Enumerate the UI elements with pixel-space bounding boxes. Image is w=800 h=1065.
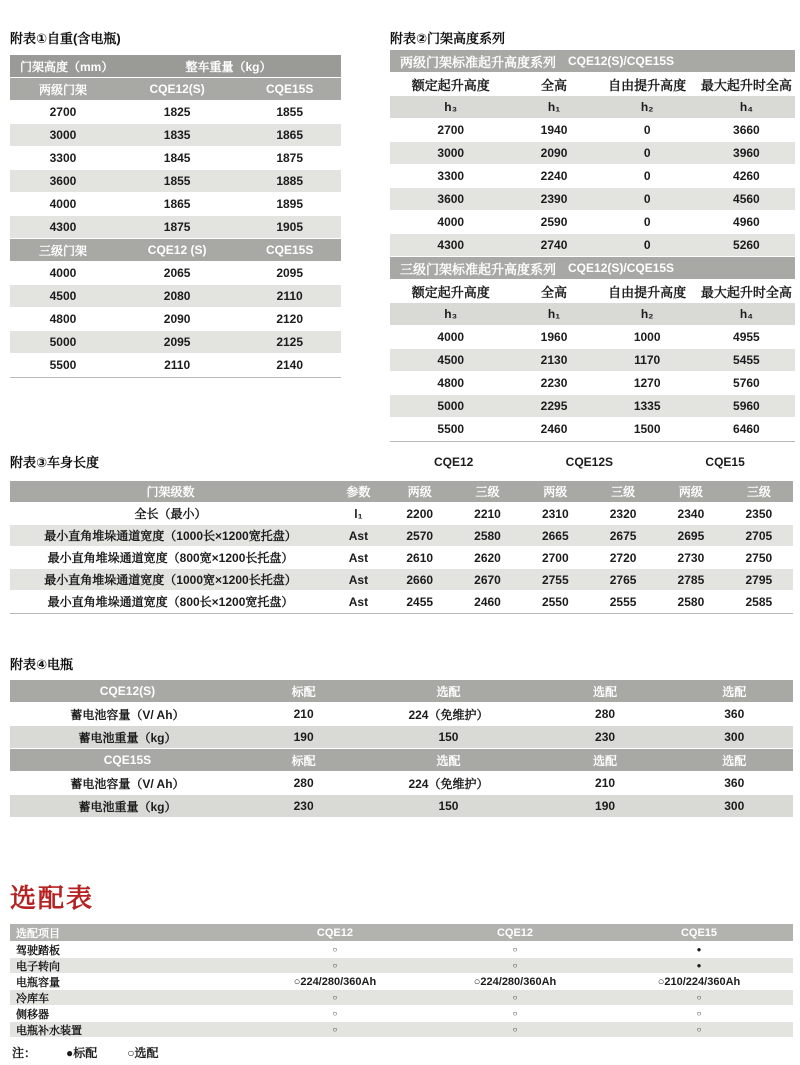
table-cell: ○	[696, 1025, 702, 1034]
table-cell: 2240	[540, 169, 568, 183]
table-cell: 2570	[406, 528, 434, 543]
table-cell: 5455	[733, 353, 760, 367]
table-row	[390, 326, 795, 348]
table-cell: 2090	[163, 312, 191, 326]
table-cell: 2210	[474, 506, 501, 521]
table-cell: 选配	[436, 684, 461, 699]
table-cell: 全长（最小）	[134, 507, 207, 521]
table-cell: 2095	[276, 266, 304, 280]
table-row	[10, 124, 341, 146]
table-cell: 1865	[163, 197, 191, 211]
table-cell: 5500	[437, 422, 465, 436]
table2-title: 附表②门架高度系列	[390, 31, 506, 46]
table-row	[10, 285, 341, 307]
table-cell: 1960	[540, 330, 568, 344]
options-title: 选配表	[10, 883, 95, 913]
table-cell: 2110	[164, 358, 191, 372]
table-cell: 2090	[540, 146, 568, 160]
table-row	[10, 942, 793, 957]
table-row	[390, 257, 795, 279]
table4	[10, 680, 793, 817]
table-cell: 两级门架标准起升高度系列	[400, 54, 557, 70]
table-cell: 1875	[163, 220, 191, 234]
table-cell: 1000	[633, 330, 661, 344]
table-cell: 280	[293, 776, 314, 790]
table-cell: 2795	[745, 572, 773, 587]
table-cell: 1845	[163, 151, 191, 165]
table-cell: 300	[724, 799, 745, 813]
table-cell: 2620	[474, 550, 501, 565]
table3-header-sub: 两级	[407, 485, 432, 499]
table1-header-mast-height: 门架高度（mm）	[20, 59, 114, 74]
table-cell: 电子转向	[16, 960, 60, 973]
table-cell: 2705	[745, 528, 773, 543]
table-cell: 190	[293, 730, 314, 744]
table-cell: 2455	[406, 594, 434, 609]
table-cell: ○	[696, 1009, 702, 1018]
table-row	[10, 569, 793, 590]
table-cell: 全高	[541, 77, 568, 93]
table3-header-sub: 两级	[678, 485, 703, 499]
table-cell: 5000	[437, 399, 465, 413]
table-cell: 选配	[593, 753, 618, 768]
table3-section	[10, 452, 793, 614]
table-row	[10, 703, 793, 725]
table-row	[390, 96, 795, 118]
table-cell: 标配	[291, 753, 316, 768]
table2-section	[390, 28, 795, 442]
options-section	[10, 878, 793, 1061]
note-optional-legend: ○选配	[127, 1046, 159, 1060]
table-cell: ○210/224/360Ah	[657, 975, 741, 988]
table-cell: h₁	[547, 100, 561, 114]
table-cell: 驾驶踏板	[16, 944, 60, 957]
table-cell: 4560	[733, 192, 760, 206]
table-cell: h₃	[444, 307, 458, 321]
table-cell: 1865	[276, 128, 304, 142]
options-body	[10, 942, 793, 1037]
table-row	[10, 354, 341, 376]
table3-body	[10, 503, 793, 612]
table-cell: 2555	[609, 594, 637, 609]
table3-title: 附表③车身长度	[10, 455, 100, 470]
table-row	[10, 1022, 793, 1037]
table-cell: 1335	[633, 399, 661, 413]
table-cell: 1940	[540, 123, 568, 137]
table1	[10, 55, 341, 378]
table-cell: l₁	[354, 506, 363, 521]
table-cell: 1825	[163, 105, 191, 119]
table-row	[390, 50, 795, 72]
table3-model-cqe12: CQE12	[433, 454, 474, 469]
table-cell: CQE12(S)	[99, 684, 156, 698]
table-cell: CQE12(S)/CQE15S	[568, 54, 675, 68]
table-cell: 210	[595, 776, 616, 790]
table1-header-row	[10, 55, 341, 77]
table-cell: 3300	[437, 169, 465, 183]
table-cell: 224（免维护）	[408, 707, 489, 722]
table-cell: 额定起升高度	[411, 284, 490, 300]
table-row	[390, 372, 795, 394]
table-cell: 2550	[541, 594, 569, 609]
table-cell: 蓄电池容量（V/ Ah）	[70, 707, 185, 722]
table-cell: 5960	[733, 399, 760, 413]
table2-body	[390, 50, 795, 440]
table-cell: 4000	[437, 215, 465, 229]
table-cell: 1855	[163, 174, 191, 188]
table-cell: 4000	[437, 330, 465, 344]
table-cell: 最小直角堆垛通道宽度（800宽×1200长托盘）	[47, 551, 294, 565]
table3-header-param: 参数	[346, 485, 371, 499]
options-header-cqe12: CQE12	[316, 926, 353, 939]
table1-header-truck-weight: 整车重量（kg）	[185, 59, 272, 74]
table-cell: 1855	[276, 105, 304, 119]
table-cell: CQE12(S)	[149, 82, 205, 96]
table-cell: 2350	[745, 506, 773, 521]
table-cell: 1835	[163, 128, 191, 142]
table-cell: 2675	[609, 528, 637, 543]
table-cell: 4500	[437, 353, 465, 367]
table-cell: 3600	[437, 192, 465, 206]
table1-title: 附表①自重(含电瓶)	[10, 31, 121, 46]
table1-section	[10, 28, 341, 378]
table-row	[10, 680, 793, 702]
table-cell: ○	[332, 945, 338, 954]
table-cell: 2295	[540, 399, 568, 413]
table-cell: ○224/280/360Ah	[473, 975, 557, 988]
table-row	[390, 303, 795, 325]
table-cell: 2460	[540, 422, 568, 436]
table-row	[10, 525, 793, 546]
table-cell: 4300	[437, 238, 465, 252]
table-cell: 2120	[276, 312, 304, 326]
table-cell: 4800	[437, 376, 465, 390]
table4-title: 附表④电瓶	[10, 657, 74, 672]
table-cell: 1500	[633, 422, 661, 436]
table-row	[390, 73, 795, 95]
table-cell: 4960	[733, 215, 760, 229]
table-cell: 2200	[406, 506, 434, 521]
table-cell: 4260	[733, 169, 760, 183]
table-cell: Ast	[348, 572, 369, 587]
table-cell: 选配	[436, 753, 461, 768]
table-cell: 最小直角堆垛通道宽度（800长×1200宽托盘）	[47, 595, 294, 609]
table-row	[10, 547, 793, 568]
table-cell: ○	[696, 993, 702, 1002]
table-cell: ○	[332, 1025, 338, 1034]
table-row	[10, 772, 793, 794]
table-cell: 2110	[276, 289, 303, 303]
table-cell: ○	[512, 945, 518, 954]
table-row	[390, 418, 795, 440]
table3-header-mast-stages: 门架级数	[146, 485, 195, 499]
table-cell: 1270	[633, 376, 661, 390]
table-cell: 4955	[733, 330, 760, 344]
table-cell: 1905	[276, 220, 304, 234]
table-row	[390, 211, 795, 233]
table-cell: CQE12 (S)	[147, 243, 207, 257]
table-cell: 两级门架	[38, 82, 87, 97]
table-cell: 3300	[49, 151, 77, 165]
table-cell: 1170	[634, 353, 661, 367]
table-row	[390, 165, 795, 187]
table-cell: 3960	[733, 146, 760, 160]
table3-model-cqe12s: CQE12S	[565, 454, 614, 469]
table-cell: 三级门架	[38, 243, 87, 258]
options-header-row	[10, 924, 793, 941]
table-cell: 2765	[609, 572, 637, 587]
options-table	[10, 924, 793, 1037]
table-cell: 5760	[733, 376, 760, 390]
table-cell: 2730	[677, 550, 705, 565]
table-row	[10, 101, 341, 123]
table-cell: 最小直角堆垛通道宽度（1000长×1200宽托盘）	[44, 529, 297, 543]
table-cell: 三级门架标准起升高度系列	[400, 261, 557, 277]
table-row	[10, 749, 793, 771]
table-cell: 4000	[49, 266, 77, 280]
table-cell: 1875	[276, 151, 304, 165]
table-cell: 5500	[49, 358, 77, 372]
options-header-cqe15: CQE15	[680, 926, 718, 939]
table-cell: 侧移器	[16, 1008, 49, 1021]
table-row	[390, 188, 795, 210]
table-cell: 自由提升高度	[608, 77, 687, 93]
table-row	[10, 170, 341, 192]
table-row	[10, 726, 793, 748]
table-cell: 2125	[276, 335, 304, 349]
table-cell: 电瓶补水装置	[16, 1024, 82, 1037]
table-cell: 选配	[722, 684, 747, 699]
table-cell: 3000	[49, 128, 77, 142]
table-cell: 150	[438, 730, 459, 744]
note-prefix: 注：	[12, 1046, 37, 1060]
table-cell: 2670	[474, 572, 501, 587]
table-cell: 2755	[541, 572, 569, 587]
table-cell: 280	[595, 707, 616, 721]
table-cell: 230	[595, 730, 616, 744]
table-row	[10, 78, 341, 100]
table-cell: ○	[512, 1025, 518, 1034]
table-cell: ○	[512, 961, 518, 970]
table-cell: 蓄电池重量（kg）	[78, 730, 177, 745]
table-cell: 2340	[677, 506, 705, 521]
table-cell: 190	[595, 799, 616, 813]
table-cell: 0	[643, 215, 651, 229]
table-cell: h₃	[444, 100, 458, 114]
table-cell: ○	[332, 1009, 338, 1018]
table-cell: 2320	[609, 506, 637, 521]
table-cell: 2580	[677, 594, 705, 609]
table-cell: 3000	[437, 146, 465, 160]
table-row	[390, 119, 795, 141]
table-cell: 2590	[540, 215, 568, 229]
table3-header-row	[10, 481, 793, 502]
table-row	[10, 503, 793, 524]
table-row	[10, 795, 793, 817]
table-row	[10, 216, 341, 238]
table-cell: 2095	[163, 335, 191, 349]
table-cell: 选配	[593, 684, 618, 699]
table-cell: 标配	[291, 684, 316, 699]
table-row	[390, 280, 795, 302]
table-row	[10, 308, 341, 330]
table-row	[10, 974, 793, 989]
options-note	[10, 1044, 793, 1061]
table-cell: 最大起升时全高	[700, 284, 792, 300]
table-cell: Ast	[348, 528, 369, 543]
table-row	[390, 142, 795, 164]
table-cell: CQE15S	[266, 82, 314, 96]
table-cell: 230	[293, 799, 314, 813]
table-cell: CQE15S	[103, 753, 152, 767]
table-cell: ○224/280/360Ah	[293, 975, 377, 988]
table-row	[10, 591, 793, 612]
table-cell: 2390	[540, 192, 568, 206]
table-cell: 2740	[540, 238, 568, 252]
table-row	[10, 1006, 793, 1021]
table-cell: h₂	[640, 307, 654, 321]
table-cell: 2610	[406, 550, 434, 565]
table-row	[10, 147, 341, 169]
table-cell: 最小直角堆垛通道宽度（1000宽×1200长托盘）	[44, 573, 297, 587]
table-cell: 2700	[437, 123, 465, 137]
table-cell: ●	[696, 945, 702, 954]
table-cell: 自由提升高度	[608, 284, 687, 300]
table-cell: h₄	[739, 307, 753, 321]
table3-model-cqe15: CQE15	[705, 454, 745, 469]
table2	[390, 50, 795, 442]
table-cell: 2700	[49, 105, 77, 119]
options-header-item: 选配项目	[16, 927, 60, 940]
table-cell: 3600	[49, 174, 77, 188]
table-cell: 冷库车	[16, 992, 49, 1005]
table-row	[10, 262, 341, 284]
table-cell: 4500	[49, 289, 77, 303]
table-cell: 0	[643, 192, 651, 206]
table-cell: h₂	[640, 100, 654, 114]
table-cell: 4800	[49, 312, 77, 326]
table-cell: 额定起升高度	[411, 77, 490, 93]
table-row	[10, 331, 341, 353]
table1-body	[10, 78, 341, 376]
table-cell: 2695	[677, 528, 705, 543]
table-cell: Ast	[348, 550, 369, 565]
table-cell: 蓄电池容量（V/ Ah）	[70, 776, 185, 791]
table-row	[10, 239, 341, 261]
table-cell: 2720	[609, 550, 637, 565]
table3	[10, 481, 793, 614]
table-cell: 2460	[474, 594, 501, 609]
table-cell: 6460	[733, 422, 760, 436]
table-cell: 2700	[541, 550, 569, 565]
table-cell: Ast	[348, 594, 369, 609]
table-cell: 5260	[733, 238, 760, 252]
table-row	[390, 349, 795, 371]
table4-body	[10, 680, 793, 817]
table-cell: 360	[724, 707, 745, 721]
table-cell: 300	[724, 730, 745, 744]
table-row	[10, 958, 793, 973]
table-cell: 1885	[276, 174, 304, 188]
table-cell: 选配	[722, 753, 747, 768]
table-row	[390, 395, 795, 417]
table-cell: 2140	[276, 358, 304, 372]
table-cell: 3660	[733, 123, 760, 137]
table-cell: 2080	[163, 289, 191, 303]
table3-header-sub: 三级	[746, 485, 771, 499]
table-cell: 4300	[49, 220, 77, 234]
table-cell: ○	[332, 993, 338, 1002]
table-cell: h₄	[739, 100, 753, 114]
table-cell: 4000	[49, 197, 77, 211]
table-cell: CQE15S	[266, 243, 314, 257]
table3-header-sub: 两级	[543, 485, 568, 499]
table-cell: 全高	[541, 284, 568, 300]
table-cell: CQE12(S)/CQE15S	[568, 261, 675, 275]
table-cell: 2750	[745, 550, 773, 565]
table3-top-line	[10, 452, 793, 471]
table-cell: 2230	[540, 376, 568, 390]
table-cell: 2665	[541, 528, 569, 543]
table-cell: 2065	[163, 266, 191, 280]
table-cell: 2310	[541, 506, 569, 521]
table3-header-sub: 三级	[611, 485, 636, 499]
table-cell: 0	[643, 123, 651, 137]
table-cell: ○	[332, 961, 338, 970]
table3-header-sub: 三级	[475, 485, 500, 499]
table4-section	[10, 654, 793, 818]
options-header-cqe12-2: CQE12	[496, 926, 534, 939]
table-cell: 2580	[474, 528, 501, 543]
table-cell: 0	[643, 169, 651, 183]
table-cell: ○	[512, 1009, 518, 1018]
table-cell: 最大起升时全高	[700, 77, 792, 93]
table-cell: 360	[724, 776, 745, 790]
table-cell: 0	[643, 238, 651, 252]
table-cell: 2130	[540, 353, 568, 367]
table-row	[10, 990, 793, 1005]
table-cell: 224（免维护）	[408, 776, 489, 791]
table-cell: 210	[293, 707, 314, 721]
table-cell: 0	[643, 146, 651, 160]
table-cell: 150	[438, 799, 459, 813]
table-row	[10, 193, 341, 215]
table-cell: 1895	[276, 197, 304, 211]
note-standard-legend: ●标配	[66, 1046, 98, 1060]
table-cell: ○	[512, 993, 518, 1002]
table-row	[390, 234, 795, 256]
table-cell: 2585	[745, 594, 773, 609]
table-cell: 蓄电池重量（kg）	[78, 799, 177, 814]
table-cell: h₁	[547, 307, 561, 321]
table-cell: 2785	[677, 572, 705, 587]
table-cell: 2660	[406, 572, 434, 587]
table-cell: 电瓶容量	[16, 976, 60, 989]
table-cell: ●	[696, 961, 702, 970]
table-cell: 5000	[49, 335, 77, 349]
